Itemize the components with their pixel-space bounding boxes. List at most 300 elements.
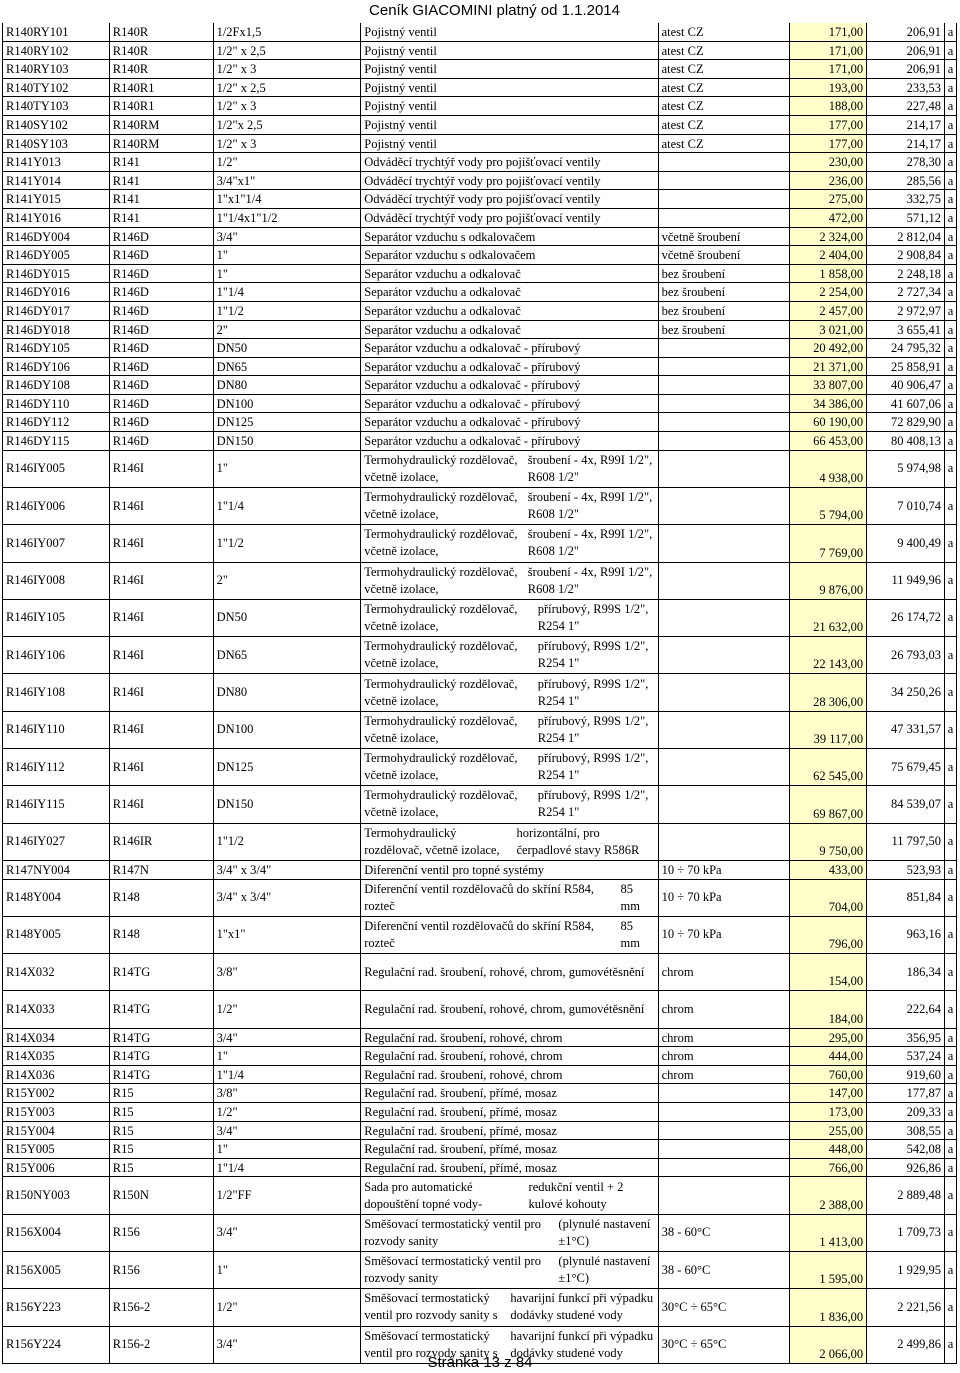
availability-cell: a [945, 283, 957, 301]
product-code-cell: R140RY103 [2, 60, 110, 78]
availability-cell: a [945, 376, 957, 394]
price-cell: 184,00 [790, 991, 867, 1027]
table-row [2, 1084, 957, 1103]
product-code-cell: R148Y004 [2, 880, 110, 916]
product-code-cell: R156Y224 [2, 1327, 110, 1363]
type-code-cell: R140R [110, 60, 214, 78]
description-cell: Odváděcí trychtýř vody pro pojišťovací ventily [361, 209, 658, 227]
description-cell: Regulační rad. šroubení, přímé, mosaz [361, 1122, 658, 1140]
dimension-cell: 1/2" [214, 991, 362, 1027]
description-cell: Separátor vzduchu a odkalovač [361, 302, 658, 320]
product-code-cell: R146DY108 [2, 376, 110, 394]
product-code-cell: R141Y015 [2, 190, 110, 208]
price-cell: 255,00 [790, 1122, 867, 1140]
table-row [2, 376, 957, 395]
dimension-cell: 3/8" [214, 1084, 362, 1102]
table-row [2, 861, 957, 880]
note-cell: 10 ÷ 70 kPa [659, 880, 791, 916]
price-cell: 2 324,00 [790, 228, 867, 246]
price-with-vat-cell: 851,84 [867, 880, 945, 916]
product-code-cell: R140RY101 [2, 23, 110, 41]
description-cell: Separátor vzduchu a odkalovač - přírubový [361, 376, 658, 394]
type-code-cell: R146I [110, 525, 214, 561]
availability-cell: a [945, 637, 957, 673]
availability-cell: a [945, 23, 957, 41]
price-with-vat-cell: 34 250,26 [867, 674, 945, 710]
note-cell [659, 674, 791, 710]
table-row [2, 917, 957, 954]
dimension-cell: 1"1/2 [214, 824, 362, 860]
dimension-cell: 1/2" [214, 1289, 362, 1325]
price-with-vat-cell: 233,53 [867, 79, 945, 97]
type-code-cell: R146D [110, 358, 214, 376]
availability-cell: a [945, 358, 957, 376]
price-with-vat-cell: 332,75 [867, 190, 945, 208]
product-code-cell: R146DY004 [2, 228, 110, 246]
price-cell: 171,00 [790, 60, 867, 78]
table-row [2, 42, 957, 61]
availability-cell: a [945, 265, 957, 283]
note-cell [659, 637, 791, 673]
note-cell [659, 1159, 791, 1177]
table-row [2, 79, 957, 98]
price-with-vat-cell: 47 331,57 [867, 712, 945, 748]
table-row [2, 116, 957, 135]
note-cell [659, 786, 791, 822]
product-code-cell: R156X004 [2, 1215, 110, 1251]
description-cell: Pojistný ventil [361, 42, 658, 60]
table-row [2, 1177, 957, 1214]
price-cell: 34 386,00 [790, 395, 867, 413]
type-code-cell: R146D [110, 395, 214, 413]
note-cell [659, 563, 791, 599]
table-row [2, 1289, 957, 1326]
product-code-cell: R146DY017 [2, 302, 110, 320]
availability-cell: a [945, 563, 957, 599]
table-row [2, 23, 957, 42]
type-code-cell: R14TG [110, 1029, 214, 1047]
note-cell [659, 358, 791, 376]
table-row [2, 413, 957, 432]
description-cell: Separátor vzduchu s odkalovačem [361, 246, 658, 264]
table-row [2, 1252, 957, 1289]
description-cell: Separátor vzduchu a odkalovač - přírubový [361, 413, 658, 431]
price-with-vat-cell: 26 793,03 [867, 637, 945, 673]
price-with-vat-cell: 9 400,49 [867, 525, 945, 561]
type-code-cell: R146I [110, 563, 214, 599]
availability-cell: a [945, 861, 957, 879]
price-cell: 7 769,00 [790, 525, 867, 561]
price-with-vat-cell: 3 655,41 [867, 321, 945, 339]
type-code-cell: R141 [110, 209, 214, 227]
table-row [2, 1029, 957, 1048]
note-cell [659, 488, 791, 524]
price-cell: 2 457,00 [790, 302, 867, 320]
price-with-vat-cell: 1 929,95 [867, 1252, 945, 1288]
table-row [2, 153, 957, 172]
description-cell: Odváděcí trychtýř vody pro pojišťovací ventily [361, 153, 658, 171]
availability-cell: a [945, 1289, 957, 1325]
product-code-cell: R14X032 [2, 954, 110, 990]
description-cell: Termohydraulický rozdělovač, včetně izolace, šroubení - 4x, R99I 1/2", R608 1/2" [361, 563, 658, 599]
price-with-vat-cell: 7 010,74 [867, 488, 945, 524]
note-cell [659, 749, 791, 785]
description-cell: Separátor vzduchu a odkalovač - přírubový [361, 395, 658, 413]
availability-cell: a [945, 432, 957, 450]
description-cell: Regulační rad. šroubení, rohové, chrom, gumové těsnění [361, 954, 658, 990]
price-cell: 4 938,00 [790, 451, 867, 487]
price-cell: 60 190,00 [790, 413, 867, 431]
dimension-cell: 1" [214, 451, 362, 487]
table-row [2, 283, 957, 302]
note-cell [659, 600, 791, 636]
availability-cell: a [945, 824, 957, 860]
description-cell: Pojistný ventil [361, 97, 658, 115]
availability-cell: a [945, 1084, 957, 1102]
product-code-cell: R146IY027 [2, 824, 110, 860]
dimension-cell: 1/2" x 2,5 [214, 79, 362, 97]
type-code-cell: R14TG [110, 1066, 214, 1084]
description-cell: Směšovací termostatický ventil pro rozvody sanity (plynulé nastavení ±1°C) [361, 1215, 658, 1251]
dimension-cell: 3/4" [214, 228, 362, 246]
table-row [2, 451, 957, 488]
table-row [2, 1122, 957, 1141]
table-row [2, 190, 957, 209]
dimension-cell: 3/4" x 3/4" [214, 861, 362, 879]
dimension-cell: DN65 [214, 637, 362, 673]
price-with-vat-cell: 542,08 [867, 1140, 945, 1158]
price-with-vat-cell: 2 727,34 [867, 283, 945, 301]
price-cell: 39 117,00 [790, 712, 867, 748]
table-row [2, 135, 957, 154]
availability-cell: a [945, 1177, 957, 1213]
type-code-cell: R146D [110, 265, 214, 283]
availability-cell: a [945, 395, 957, 413]
product-code-cell: R15Y003 [2, 1103, 110, 1121]
product-code-cell: R14X035 [2, 1047, 110, 1065]
product-code-cell: R146IY106 [2, 637, 110, 673]
availability-cell: a [945, 116, 957, 134]
dimension-cell: 1/2" x 3 [214, 97, 362, 115]
price-cell: 472,00 [790, 209, 867, 227]
price-with-vat-cell: 1 709,73 [867, 1215, 945, 1251]
type-code-cell: R15 [110, 1084, 214, 1102]
availability-cell: a [945, 209, 957, 227]
note-cell [659, 525, 791, 561]
table-row [2, 1215, 957, 1252]
price-with-vat-cell: 209,33 [867, 1103, 945, 1121]
dimension-cell: 1"1/4 [214, 488, 362, 524]
table-row [2, 1047, 957, 1066]
description-cell: Regulační rad. šroubení, rohové, chrom [361, 1066, 658, 1084]
description-cell: Separátor vzduchu a odkalovač [361, 265, 658, 283]
price-cell: 9 750,00 [790, 824, 867, 860]
price-with-vat-cell: 80 408,13 [867, 432, 945, 450]
type-code-cell: R146D [110, 228, 214, 246]
price-cell: 2 404,00 [790, 246, 867, 264]
note-cell [659, 1140, 791, 1158]
product-code-cell: R141Y014 [2, 172, 110, 190]
availability-cell: a [945, 1159, 957, 1177]
availability-cell: a [945, 60, 957, 78]
type-code-cell: R15 [110, 1122, 214, 1140]
price-cell: 147,00 [790, 1084, 867, 1102]
product-code-cell: R146IY006 [2, 488, 110, 524]
type-code-cell: R146D [110, 339, 214, 357]
dimension-cell: 1" [214, 1047, 362, 1065]
product-code-cell: R140SY102 [2, 116, 110, 134]
dimension-cell: 1/2"FF [214, 1177, 362, 1213]
type-code-cell: R14TG [110, 1047, 214, 1065]
availability-cell: a [945, 1140, 957, 1158]
price-with-vat-cell: 5 974,98 [867, 451, 945, 487]
product-code-cell: R146DY106 [2, 358, 110, 376]
note-cell: bez šroubení [659, 283, 791, 301]
price-with-vat-cell: 206,91 [867, 60, 945, 78]
description-cell: Směšovací termostatický ventil pro rozvody sanity s havarijní funkcí při výpadku dodávky studené vody [361, 1327, 658, 1363]
table-row [2, 1140, 957, 1159]
type-code-cell: R14TG [110, 991, 214, 1027]
product-code-cell: R146DY112 [2, 413, 110, 431]
type-code-cell: R147N [110, 861, 214, 879]
table-row [2, 339, 957, 358]
price-with-vat-cell: 2 248,18 [867, 265, 945, 283]
availability-cell: a [945, 1215, 957, 1251]
dimension-cell: 2" [214, 321, 362, 339]
price-cell: 704,00 [790, 880, 867, 916]
description-cell: Pojistný ventil [361, 116, 658, 134]
description-cell: Termohydraulický rozdělovač, včetně izolace, přírubový, R99S 1/2", R254 1" [361, 786, 658, 822]
note-cell [659, 413, 791, 431]
page-header [0, 0, 960, 24]
price-cell: 177,00 [790, 116, 867, 134]
type-code-cell: R148 [110, 917, 214, 953]
table-row [2, 600, 957, 637]
note-cell: bez šroubení [659, 302, 791, 320]
price-cell: 444,00 [790, 1047, 867, 1065]
description-cell: Separátor vzduchu a odkalovač [361, 321, 658, 339]
availability-cell: a [945, 991, 957, 1027]
product-code-cell: R156Y223 [2, 1289, 110, 1325]
note-cell: 38 - 60°C [659, 1252, 791, 1288]
price-cell: 20 492,00 [790, 339, 867, 357]
dimension-cell: 3/4" x 3/4" [214, 880, 362, 916]
price-cell: 188,00 [790, 97, 867, 115]
table-row [2, 1159, 957, 1178]
price-with-vat-cell: 11 797,50 [867, 824, 945, 860]
price-with-vat-cell: 206,91 [867, 23, 945, 41]
availability-cell: a [945, 1029, 957, 1047]
availability-cell: a [945, 1103, 957, 1121]
type-code-cell: R146I [110, 749, 214, 785]
description-cell: Separátor vzduchu a odkalovač - přírubový [361, 339, 658, 357]
type-code-cell: R140R1 [110, 97, 214, 115]
price-cell: 2 066,00 [790, 1327, 867, 1363]
type-code-cell: R146D [110, 413, 214, 431]
description-cell: Separátor vzduchu s odkalovačem [361, 228, 658, 246]
table-row [2, 395, 957, 414]
type-code-cell: R156 [110, 1215, 214, 1251]
description-cell: Regulační rad. šroubení, rohové, chrom, gumové těsnění [361, 991, 658, 1027]
note-cell: atest CZ [659, 60, 791, 78]
product-code-cell: R146DY018 [2, 321, 110, 339]
description-cell: Regulační rad. šroubení, rohové, chrom [361, 1029, 658, 1047]
availability-cell: a [945, 172, 957, 190]
availability-cell: a [945, 1122, 957, 1140]
availability-cell: a [945, 97, 957, 115]
description-cell: Regulační rad. šroubení, přímé, mosaz [361, 1084, 658, 1102]
product-code-cell: R14X036 [2, 1066, 110, 1084]
note-cell [659, 432, 791, 450]
price-cell: 2 254,00 [790, 283, 867, 301]
availability-cell: a [945, 712, 957, 748]
product-code-cell: R141Y013 [2, 153, 110, 171]
description-cell: Sada pro automatické dopouštění topné vody- redukční ventil + 2 kulové kohouty [361, 1177, 658, 1213]
product-code-cell: R150NY003 [2, 1177, 110, 1213]
price-cell: 295,00 [790, 1029, 867, 1047]
note-cell [659, 153, 791, 171]
price-with-vat-cell: 26 174,72 [867, 600, 945, 636]
availability-cell: a [945, 488, 957, 524]
price-cell: 171,00 [790, 23, 867, 41]
availability-cell: a [945, 339, 957, 357]
description-cell: Separátor vzduchu a odkalovač [361, 283, 658, 301]
availability-cell: a [945, 413, 957, 431]
description-cell: Separátor vzduchu a odkalovač - přírubový [361, 358, 658, 376]
price-cell: 2 388,00 [790, 1177, 867, 1213]
availability-cell: a [945, 153, 957, 171]
dimension-cell: 1" [214, 246, 362, 264]
table-row [2, 265, 957, 284]
note-cell: atest CZ [659, 97, 791, 115]
type-code-cell: R148 [110, 880, 214, 916]
product-code-cell: R146IY105 [2, 600, 110, 636]
price-cell: 28 306,00 [790, 674, 867, 710]
note-cell: atest CZ [659, 23, 791, 41]
price-with-vat-cell: 75 679,45 [867, 749, 945, 785]
product-code-cell: R146IY115 [2, 786, 110, 822]
table-row [2, 954, 957, 991]
product-code-cell: R14X034 [2, 1029, 110, 1047]
description-cell: Regulační rad. šroubení, rohové, chrom [361, 1047, 658, 1065]
dimension-cell: 3/4"x1" [214, 172, 362, 190]
description-cell: Termohydraulický rozdělovač, včetně izolace, horizontální, pro čerpadlové stavy R586R [361, 824, 658, 860]
availability-cell: a [945, 674, 957, 710]
price-cell: 448,00 [790, 1140, 867, 1158]
price-cell: 1 595,00 [790, 1252, 867, 1288]
product-code-cell: R146DY110 [2, 395, 110, 413]
type-code-cell: R140R [110, 42, 214, 60]
note-cell: 30°C ÷ 65°C [659, 1327, 791, 1363]
price-cell: 177,00 [790, 135, 867, 153]
table-row [2, 60, 957, 79]
price-cell: 760,00 [790, 1066, 867, 1084]
product-code-cell: R156X005 [2, 1252, 110, 1288]
price-cell: 230,00 [790, 153, 867, 171]
availability-cell: a [945, 451, 957, 487]
price-with-vat-cell: 84 539,07 [867, 786, 945, 822]
product-code-cell: R146IY110 [2, 712, 110, 748]
note-cell [659, 1103, 791, 1121]
type-code-cell: R146I [110, 674, 214, 710]
type-code-cell: R146I [110, 488, 214, 524]
price-with-vat-cell: 222,64 [867, 991, 945, 1027]
price-with-vat-cell: 40 906,47 [867, 376, 945, 394]
table-row [2, 302, 957, 321]
note-cell [659, 172, 791, 190]
note-cell: atest CZ [659, 79, 791, 97]
price-with-vat-cell: 206,91 [867, 42, 945, 60]
price-with-vat-cell: 72 829,90 [867, 413, 945, 431]
price-with-vat-cell: 308,55 [867, 1122, 945, 1140]
availability-cell: a [945, 1047, 957, 1065]
price-cell: 22 143,00 [790, 637, 867, 673]
dimension-cell: 3/8" [214, 954, 362, 990]
price-with-vat-cell: 278,30 [867, 153, 945, 171]
table-row [2, 488, 957, 525]
dimension-cell: 1/2"x 2,5 [214, 116, 362, 134]
price-with-vat-cell: 177,87 [867, 1084, 945, 1102]
product-code-cell: R146DY115 [2, 432, 110, 450]
price-cell: 173,00 [790, 1103, 867, 1121]
product-code-cell: R140TY102 [2, 79, 110, 97]
table-row [2, 786, 957, 823]
product-code-cell: R14X033 [2, 991, 110, 1027]
availability-cell: a [945, 190, 957, 208]
type-code-cell: R15 [110, 1140, 214, 1158]
availability-cell: a [945, 917, 957, 953]
dimension-cell: 2" [214, 563, 362, 599]
price-cell: 236,00 [790, 172, 867, 190]
product-code-cell: R146DY015 [2, 265, 110, 283]
type-code-cell: R156-2 [110, 1327, 214, 1363]
availability-cell: a [945, 321, 957, 339]
product-code-cell: R146DY005 [2, 246, 110, 264]
product-code-cell: R140TY103 [2, 97, 110, 115]
note-cell [659, 209, 791, 227]
dimension-cell: 1"1/4 [214, 283, 362, 301]
note-cell: atest CZ [659, 42, 791, 60]
availability-cell: a [945, 228, 957, 246]
type-code-cell: R141 [110, 190, 214, 208]
product-code-cell: R140SY103 [2, 135, 110, 153]
note-cell: 38 - 60°C [659, 1215, 791, 1251]
description-cell: Regulační rad. šroubení, přímé, mosaz [361, 1103, 658, 1121]
dimension-cell: DN50 [214, 339, 362, 357]
dimension-cell: 1"1/4x1"1/2 [214, 209, 362, 227]
description-cell: Diferenční ventil rozdělovačů do skříní R584, rozteč 85 mm [361, 880, 658, 916]
description-cell: Pojistný ventil [361, 23, 658, 41]
note-cell: 10 ÷ 70 kPa [659, 917, 791, 953]
price-with-vat-cell: 24 795,32 [867, 339, 945, 357]
description-cell: Směšovací termostatický ventil pro rozvody sanity s havarijní funkcí při výpadku dodávky studené vody [361, 1289, 658, 1325]
product-code-cell: R140RY102 [2, 42, 110, 60]
type-code-cell: R140R [110, 23, 214, 41]
product-code-cell: R15Y004 [2, 1122, 110, 1140]
product-code-cell: R15Y005 [2, 1140, 110, 1158]
product-code-cell: R146DY105 [2, 339, 110, 357]
price-with-vat-cell: 926,86 [867, 1159, 945, 1177]
product-code-cell: R148Y005 [2, 917, 110, 953]
price-list-title: Ceník GIACOMINI platný od 1.1.2014 [369, 2, 620, 19]
type-code-cell: R141 [110, 153, 214, 171]
table-row [2, 321, 957, 340]
dimension-cell: 1" [214, 1140, 362, 1158]
table-row [2, 637, 957, 674]
note-cell: včetně šroubení [659, 228, 791, 246]
note-cell [659, 451, 791, 487]
note-cell: bez šroubení [659, 321, 791, 339]
